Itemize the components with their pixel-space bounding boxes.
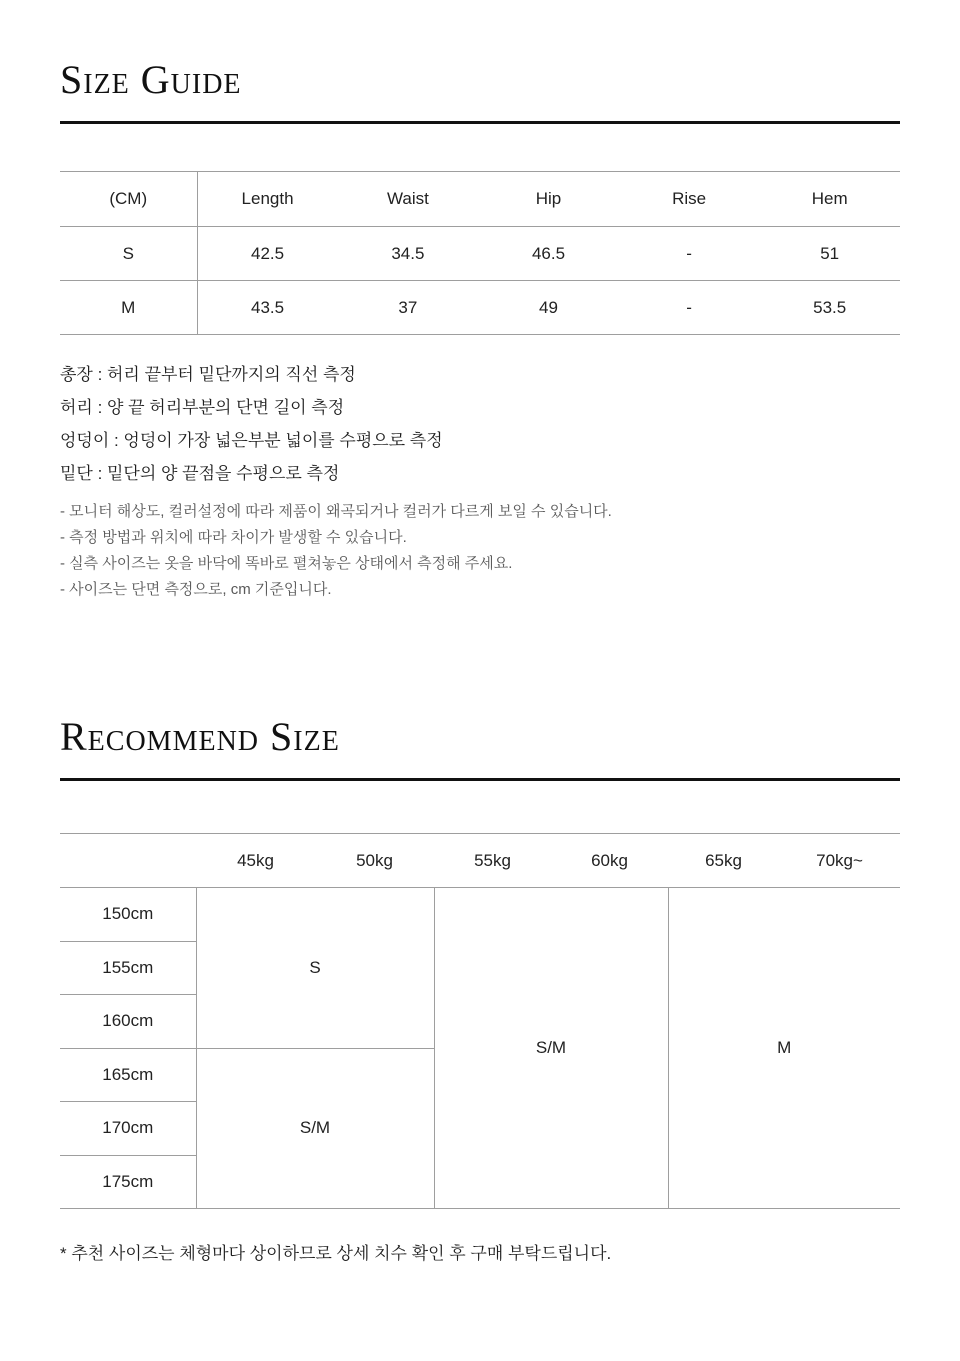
- size-guide-section: [60, 58, 900, 603]
- cell-s-hip: 46.5: [478, 227, 619, 281]
- height-label-155cm: 155cm: [60, 941, 196, 995]
- size-label-s: S: [60, 227, 197, 281]
- weight-label-45kg: 45kg: [237, 850, 274, 870]
- zone-sm-left: S/M: [196, 1048, 434, 1209]
- measurement-line-hem: 밑단 : 밑단의 양 끝점을 수평으로 측정: [60, 464, 340, 483]
- cell-m-rise: -: [619, 281, 760, 335]
- zone-s: S: [196, 888, 434, 1049]
- weight-pair: [196, 851, 434, 871]
- note-line: - 사이즈는 단면 측정으로, cm 기준입니다.: [60, 581, 332, 598]
- measurement-line-length: 총장 : 허리 끝부터 밑단까지의 직선 측정: [60, 365, 356, 384]
- column-header-rise: Rise: [619, 172, 760, 227]
- size-guide-title: Size Guide: [60, 57, 242, 102]
- weight-header-row: [60, 834, 900, 888]
- zone-sm-middle: S/M: [434, 888, 668, 1209]
- weight-group-55-60: [434, 834, 668, 888]
- height-label-170cm: 170cm: [60, 1102, 196, 1156]
- zone-m: M: [668, 888, 900, 1209]
- column-header-waist: Waist: [338, 172, 479, 227]
- size-guide-divider: [60, 121, 900, 124]
- size-table-header-row: [60, 172, 900, 227]
- column-header-length: Length: [197, 172, 338, 227]
- weight-group-45-50: [196, 834, 434, 888]
- cell-m-length: 43.5: [197, 281, 338, 335]
- cell-m-hem: 53.5: [759, 281, 900, 335]
- cell-s-hem: 51: [759, 227, 900, 281]
- size-guide-table: [60, 171, 900, 335]
- note-line: - 측정 방법과 위치에 따라 차이가 발생할 수 있습니다.: [60, 529, 407, 546]
- height-label-175cm: 175cm: [60, 1155, 196, 1209]
- recommend-size-divider: [60, 778, 900, 781]
- cell-s-length: 42.5: [197, 227, 338, 281]
- height-label-160cm: 160cm: [60, 995, 196, 1049]
- measurement-line-waist: 허리 : 양 끝 허리부분의 단면 길이 측정: [60, 398, 345, 417]
- cell-s-rise: -: [619, 227, 760, 281]
- measurement-descriptions: [60, 358, 900, 490]
- recommend-size-title: Recommend Size: [60, 714, 340, 759]
- size-row-s: [60, 227, 900, 281]
- weight-group-65-70: [668, 834, 900, 888]
- size-guide-notes: [60, 499, 900, 603]
- cell-m-hip: 49: [478, 281, 619, 335]
- weight-pair: [434, 851, 668, 871]
- measurement-line-hip: 엉덩이 : 엉덩이 가장 넓은부분 넓이를 수평으로 측정: [60, 431, 443, 450]
- height-row-150: [60, 888, 900, 942]
- column-header-hip: Hip: [478, 172, 619, 227]
- column-header-cm: (CM): [60, 172, 197, 227]
- size-row-m: [60, 281, 900, 335]
- cell-s-waist: 34.5: [338, 227, 479, 281]
- recommend-size-section: [60, 715, 900, 1264]
- size-label-m: M: [60, 281, 197, 335]
- weight-label-50kg: 50kg: [356, 850, 393, 870]
- recommend-size-footnote: * 추천 사이즈는 체형마다 상이하므로 상세 치수 확인 후 구매 부탁드립니다.: [60, 1244, 612, 1263]
- weight-label-55kg: 55kg: [474, 850, 511, 870]
- note-line: - 모니터 해상도, 컬러설정에 따라 제품이 왜곡되거나 컬러가 다르게 보일 수 있습니다.: [60, 503, 612, 520]
- weight-label-70kg: 70kg~: [816, 850, 863, 870]
- recommend-size-table: [60, 833, 900, 1209]
- weight-label-65kg: 65kg: [705, 850, 742, 870]
- cell-m-waist: 37: [338, 281, 479, 335]
- weight-label-60kg: 60kg: [591, 850, 628, 870]
- note-line: - 실측 사이즈는 옷을 바닥에 똑바로 펼쳐놓은 상태에서 측정해 주세요.: [60, 555, 513, 572]
- height-label-150cm: 150cm: [60, 888, 196, 942]
- corner-cell: [60, 834, 196, 888]
- height-label-165cm: 165cm: [60, 1048, 196, 1102]
- column-header-hem: Hem: [759, 172, 900, 227]
- weight-pair: [668, 851, 900, 871]
